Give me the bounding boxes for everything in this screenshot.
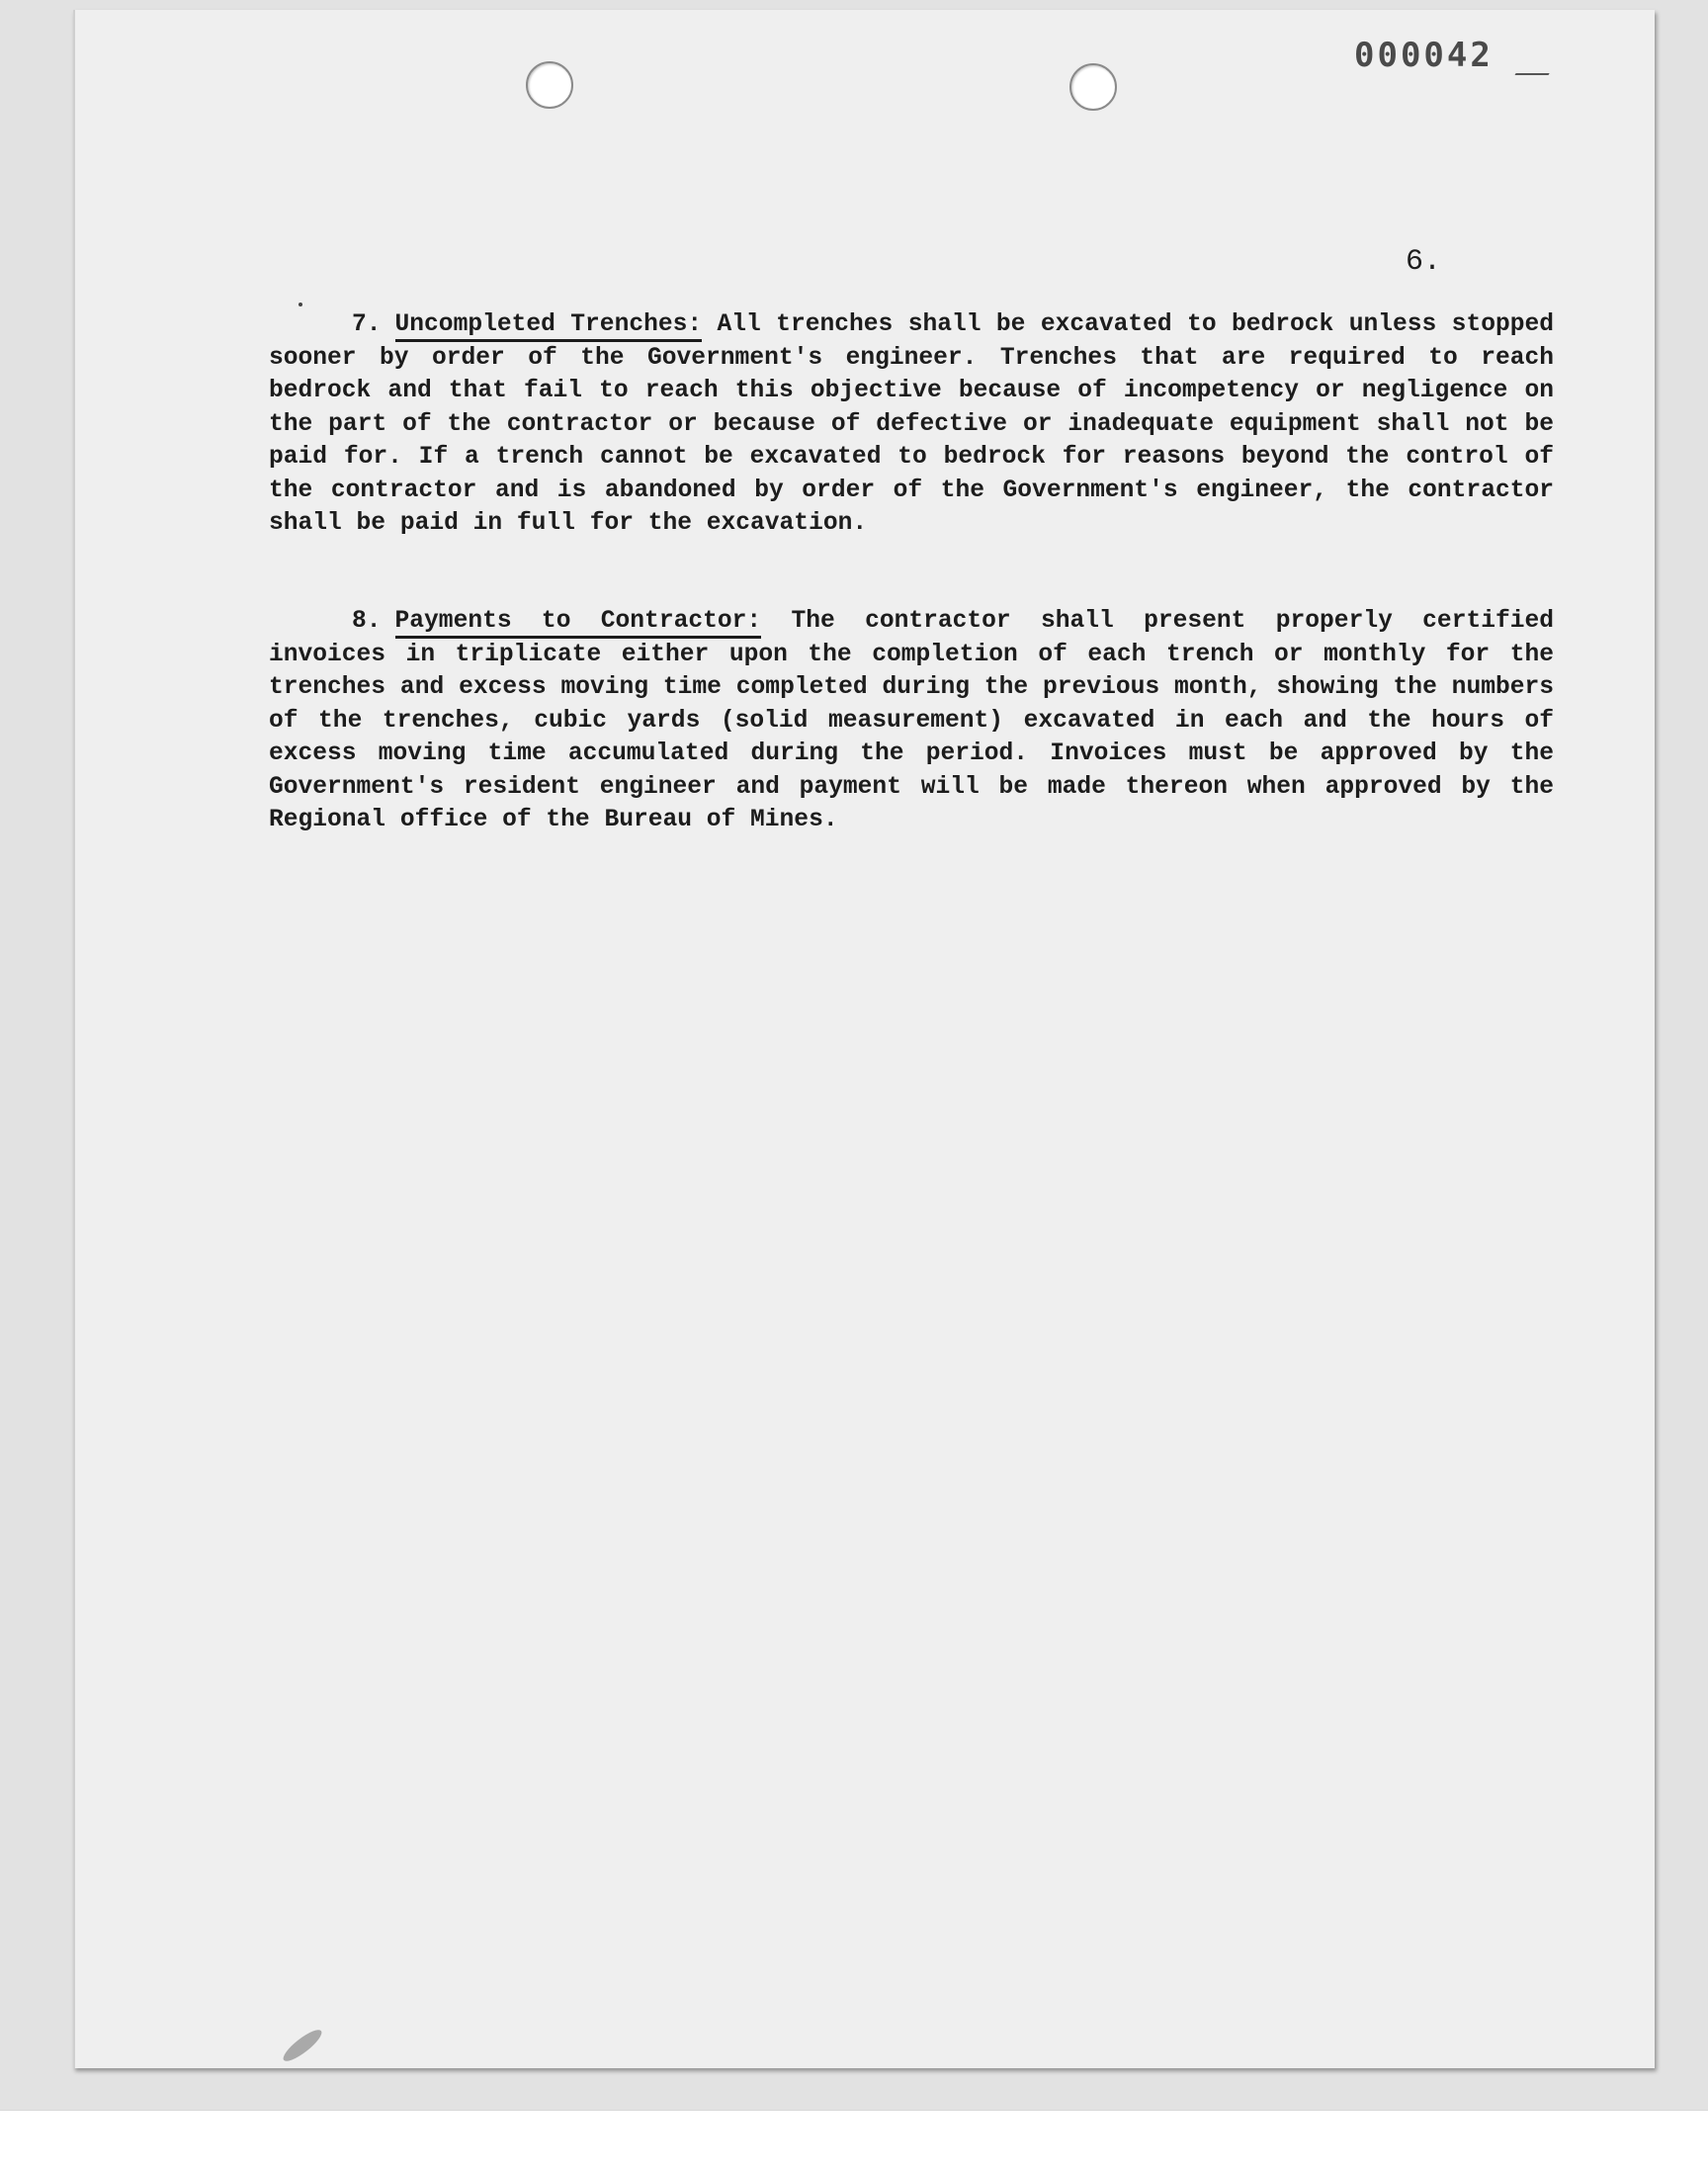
ink-smudge <box>280 2026 325 2066</box>
page-number: 6. <box>1406 245 1442 279</box>
scanner-margin <box>0 2110 1708 2176</box>
document-stamp-number: 000042 <box>1354 36 1494 75</box>
punch-hole-left <box>526 61 573 109</box>
paragraph-body: The contractor shall present properly certified invoices in triplicate either upon the completion of each trench or monthly for the trenches and excess moving time completed during the previous month, showing the numbers of the trenches, cubic yards (solid measurement) excavated in each and the hours of excess moving time accumulated during the period. Invoices must be approved by the Government's resident engineer and payment will be made thereon when approved by the Regional office of the Bureau of Mines. <box>269 608 1555 833</box>
paragraph-number: 7. <box>352 311 382 338</box>
paragraph-number: 8. <box>352 608 382 635</box>
ink-dot <box>299 303 302 306</box>
paragraph-body: All trenches shall be excavated to bedrock unless stopped sooner by order of the Government's engineer. Trenches that are required to reach bedrock and that fail to reach this objective because of incompetency or negligence on the part of the contractor or because of defective or inadequate equipment shall not be paid for. If a trench cannot be excavated to bedrock for reasons beyond the control of the contractor and is abandoned by order of the Government's engineer, the contractor shall be paid in full for the excavation. <box>269 311 1554 537</box>
paragraph-heading: Payments to Contractor: <box>395 608 762 639</box>
paragraph-uncompleted-trenches <box>269 308 1554 541</box>
punch-hole-right <box>1069 63 1117 111</box>
paragraph-payments-to-contractor <box>269 605 1554 837</box>
paragraph-heading: Uncompleted Trenches: <box>395 311 703 342</box>
